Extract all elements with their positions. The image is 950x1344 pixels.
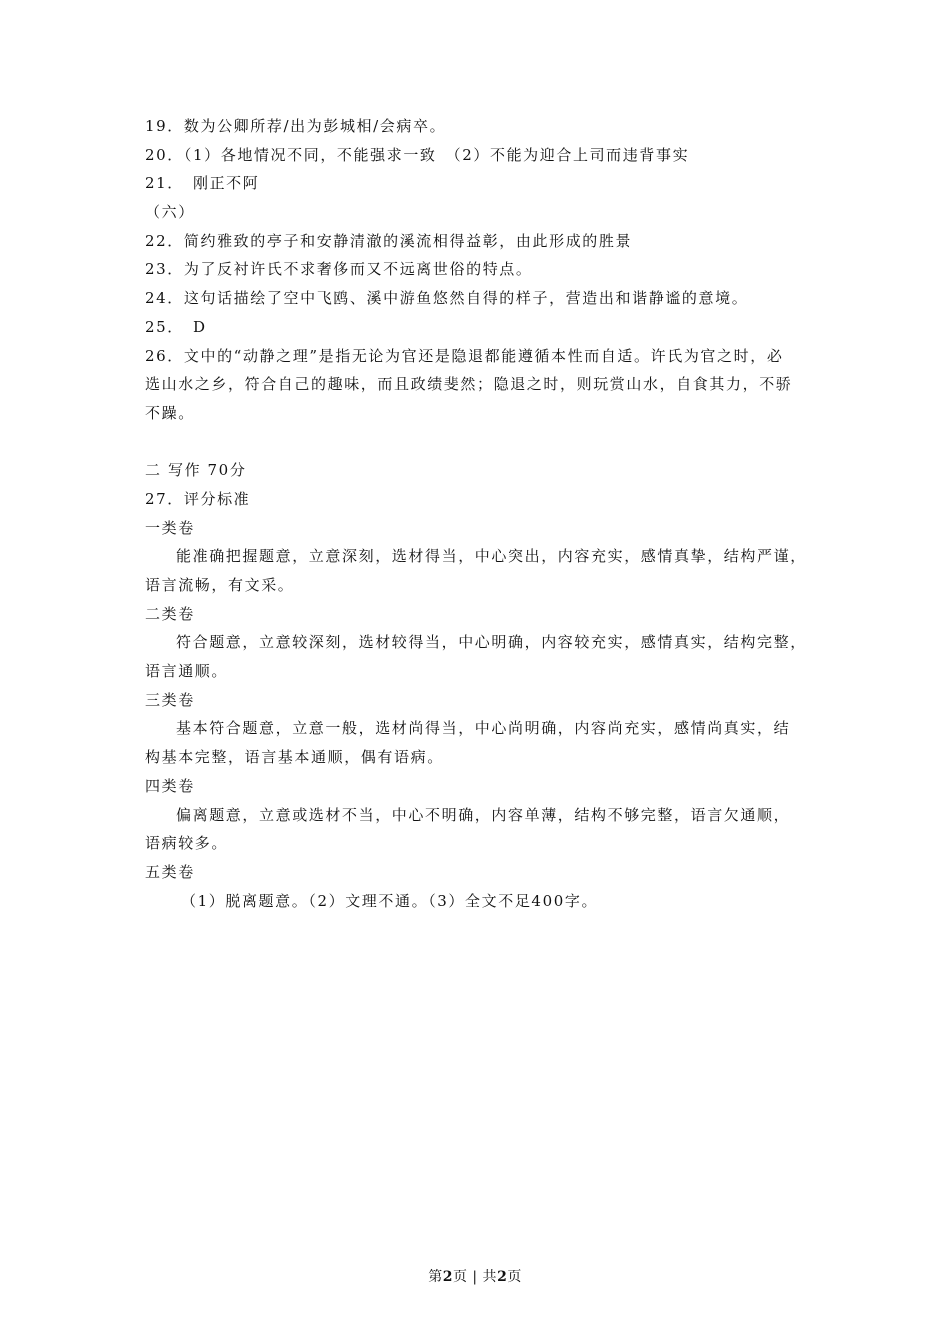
answer-20: 20．（1）各地情况不同，不能强求一致 （2）不能为迎合上司而违背事实: [145, 145, 690, 164]
grade-title: 一类卷: [145, 518, 195, 537]
writing-heading: 二 写作 70分: [145, 461, 247, 480]
footer-suffix: 页: [507, 1269, 522, 1285]
grade-text: 构基本完整，语言基本通顺，偶有语病。: [145, 748, 444, 767]
answer-22: 22．简约雅致的亭子和安静清澈的溪流相得益彰，由此形成的胜景: [145, 231, 633, 250]
total-pages: 2: [497, 1269, 508, 1285]
answer-26-cont: 选山水之乡，符合自己的趣味，而且政绩斐然；隐退之时，则玩赏山水，自食其力，不骄: [145, 375, 793, 394]
grade-text: 偏离题意，立意或选材不当，中心不明确，内容单薄，结构不够完整，语言欠通顺，: [176, 805, 791, 824]
answer-21: 21． 刚正不阿: [145, 174, 260, 193]
grade-text: （1）脱离题意。（2）文理不通。（3）全文不足400字。: [181, 891, 599, 910]
section-heading-6: （六）: [145, 203, 195, 222]
answer-24: 24．这句话描绘了空中飞鸥、溪中游鱼悠然自得的样子，营造出和谐静谧的意境。: [145, 289, 749, 308]
grade-title: 五类卷: [145, 862, 195, 881]
question-27: 27．评分标准: [145, 489, 251, 508]
footer-mid: 页 | 共: [452, 1269, 498, 1285]
current-page: 2: [442, 1269, 453, 1285]
grade-title: 三类卷: [145, 690, 195, 709]
footer-prefix: 第: [428, 1269, 443, 1285]
grade-text: 语病较多。: [145, 834, 229, 853]
grade-text: 语言通顺。: [145, 662, 229, 681]
grade-text: 符合题意，立意较深刻，选材较得当，中心明确，内容较充实，感情真实，结构完整，: [176, 633, 807, 652]
grade-text: 基本符合题意，立意一般，选材尚得当，中心尚明确，内容尚充实，感情尚真实，结: [176, 719, 791, 738]
grade-text: 语言流畅，有文采。: [145, 576, 295, 594]
grade-text: 能准确把握题意，立意深刻，选材得当，中心突出，内容充实，感情真挚，结构严谨，: [176, 547, 807, 566]
answer-19: 19．数为公卿所荐/出为彭城相/会病卒。: [145, 117, 447, 135]
answer-25: 25． D: [145, 317, 207, 336]
grade-title: 四类卷: [145, 776, 195, 795]
document-body: [145, 112, 825, 915]
grade-title: 二类卷: [145, 604, 195, 623]
page-footer: [0, 1266, 950, 1286]
answer-23: 23．为了反衬许氏不求奢侈而又不远离世俗的特点。: [145, 260, 533, 279]
answer-26: 26．文中的“动静之理”是指无论为官还是隐退都能遵循本性而自适。许氏为官之时，必: [145, 346, 784, 365]
answer-26-cont: 不躁。: [145, 403, 195, 422]
